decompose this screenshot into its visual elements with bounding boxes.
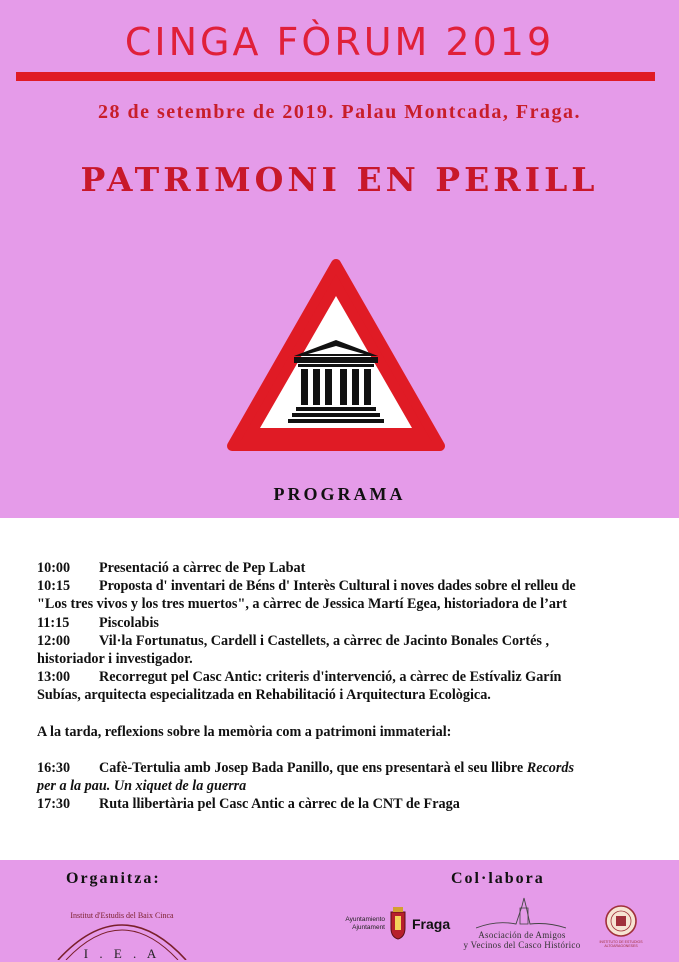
schedule-desc: Cafè-Tertulia amb Josep Bada Panillo, que ens presentarà el seu llibre Records (99, 759, 575, 776)
schedule-desc: Piscolabis (99, 614, 159, 631)
schedule-time: 11:15 (37, 614, 70, 631)
ayuntamiento-fraga-logo (343, 904, 455, 948)
asociacion-text: Asociación de Amigos y Vecinos del Casco Histórico (463, 930, 581, 950)
schedule-time: 10:00 (37, 560, 71, 576)
seal-caption: INSTITUTO DE ESTUDIOS ALTOARAGONESES (599, 940, 643, 948)
schedule-item (37, 795, 654, 813)
schedule-desc: Presentació a càrrec de Pep Labat (99, 560, 306, 576)
fraga-name: Fraga (412, 916, 451, 932)
town-skyline-icon (476, 896, 566, 930)
schedule-item (37, 614, 654, 632)
afternoon-intro: A la tarda, reflexions sobre la memòria com a patrimoni immaterial: (37, 723, 452, 740)
schedule-item (37, 577, 654, 595)
schedule-desc: Vil·la Fortunatus, Cardell i Castellets, a càrrec de Jacinto Bonales Cortés , (99, 632, 549, 649)
schedule-desc-continued: Subías, arquitecta especialitzada en Rehabilitació i Arquitectura Ecològica. (37, 687, 491, 704)
schedule-desc-continued: historiador i investigador. (37, 651, 193, 668)
schedule-item (37, 559, 654, 577)
organitza-label: Organitza: (66, 870, 161, 887)
event-subtitle: PATRIMONI EN PERILL (80, 160, 599, 199)
programme-panel (0, 518, 679, 860)
schedule-time: 13:00 (37, 669, 71, 686)
programme-list (37, 559, 654, 813)
ayuntamiento-label: Ayuntamiento Ajuntament (345, 916, 385, 931)
svg-text:Institut d'Estudis del Baix Ci: Institut d'Estudis del Baix Cinca (70, 911, 174, 920)
seal-icon (604, 904, 638, 938)
warning-triangle-temple-icon (226, 258, 446, 454)
schedule-desc: Ruta llibertària pel Casc Antic a càrrec de la CNT de Fraga (99, 796, 460, 813)
programa-heading: PROGRAMA (273, 484, 406, 504)
schedule-item (37, 632, 654, 650)
footer-section (0, 860, 679, 960)
schedule-desc: Proposta d' inventari de Béns d' Interès Cultural i noves dades sobre el relleu de (99, 578, 576, 595)
event-title: CINGA FÒRUM 2019 (124, 20, 555, 64)
title-underline (16, 72, 655, 81)
schedule-desc-continued: "Los tres vivos y los tres muertos", a càrrec de Jessica Martí Egea, historiadora de l’art (37, 596, 567, 613)
iea-logo (52, 896, 202, 960)
event-date-location: 28 de setembre de 2019. Palau Montcada, Fraga. (97, 101, 582, 123)
book-title: Records (526, 759, 575, 776)
schedule-time: 16:30 (37, 759, 71, 776)
schedule-item (37, 668, 654, 686)
schedule-desc: Recorregut pel Casc Antic: criteris d'intervenció, a càrrec de Estívaliz Garín (99, 669, 562, 686)
schedule-time: 12:00 (37, 632, 71, 649)
book-title-continued: per a la pau. Un xiquet de la guerra (37, 778, 247, 795)
iea-letters: I . E . A (83, 946, 161, 961)
schedule-time: 10:15 (37, 578, 71, 595)
schedule-time: 17:30 (37, 796, 71, 813)
collabora-label: Col·labora (451, 870, 545, 887)
shield-icon (387, 906, 409, 940)
schedule-item (37, 759, 654, 777)
asociacion-logo (452, 896, 592, 952)
